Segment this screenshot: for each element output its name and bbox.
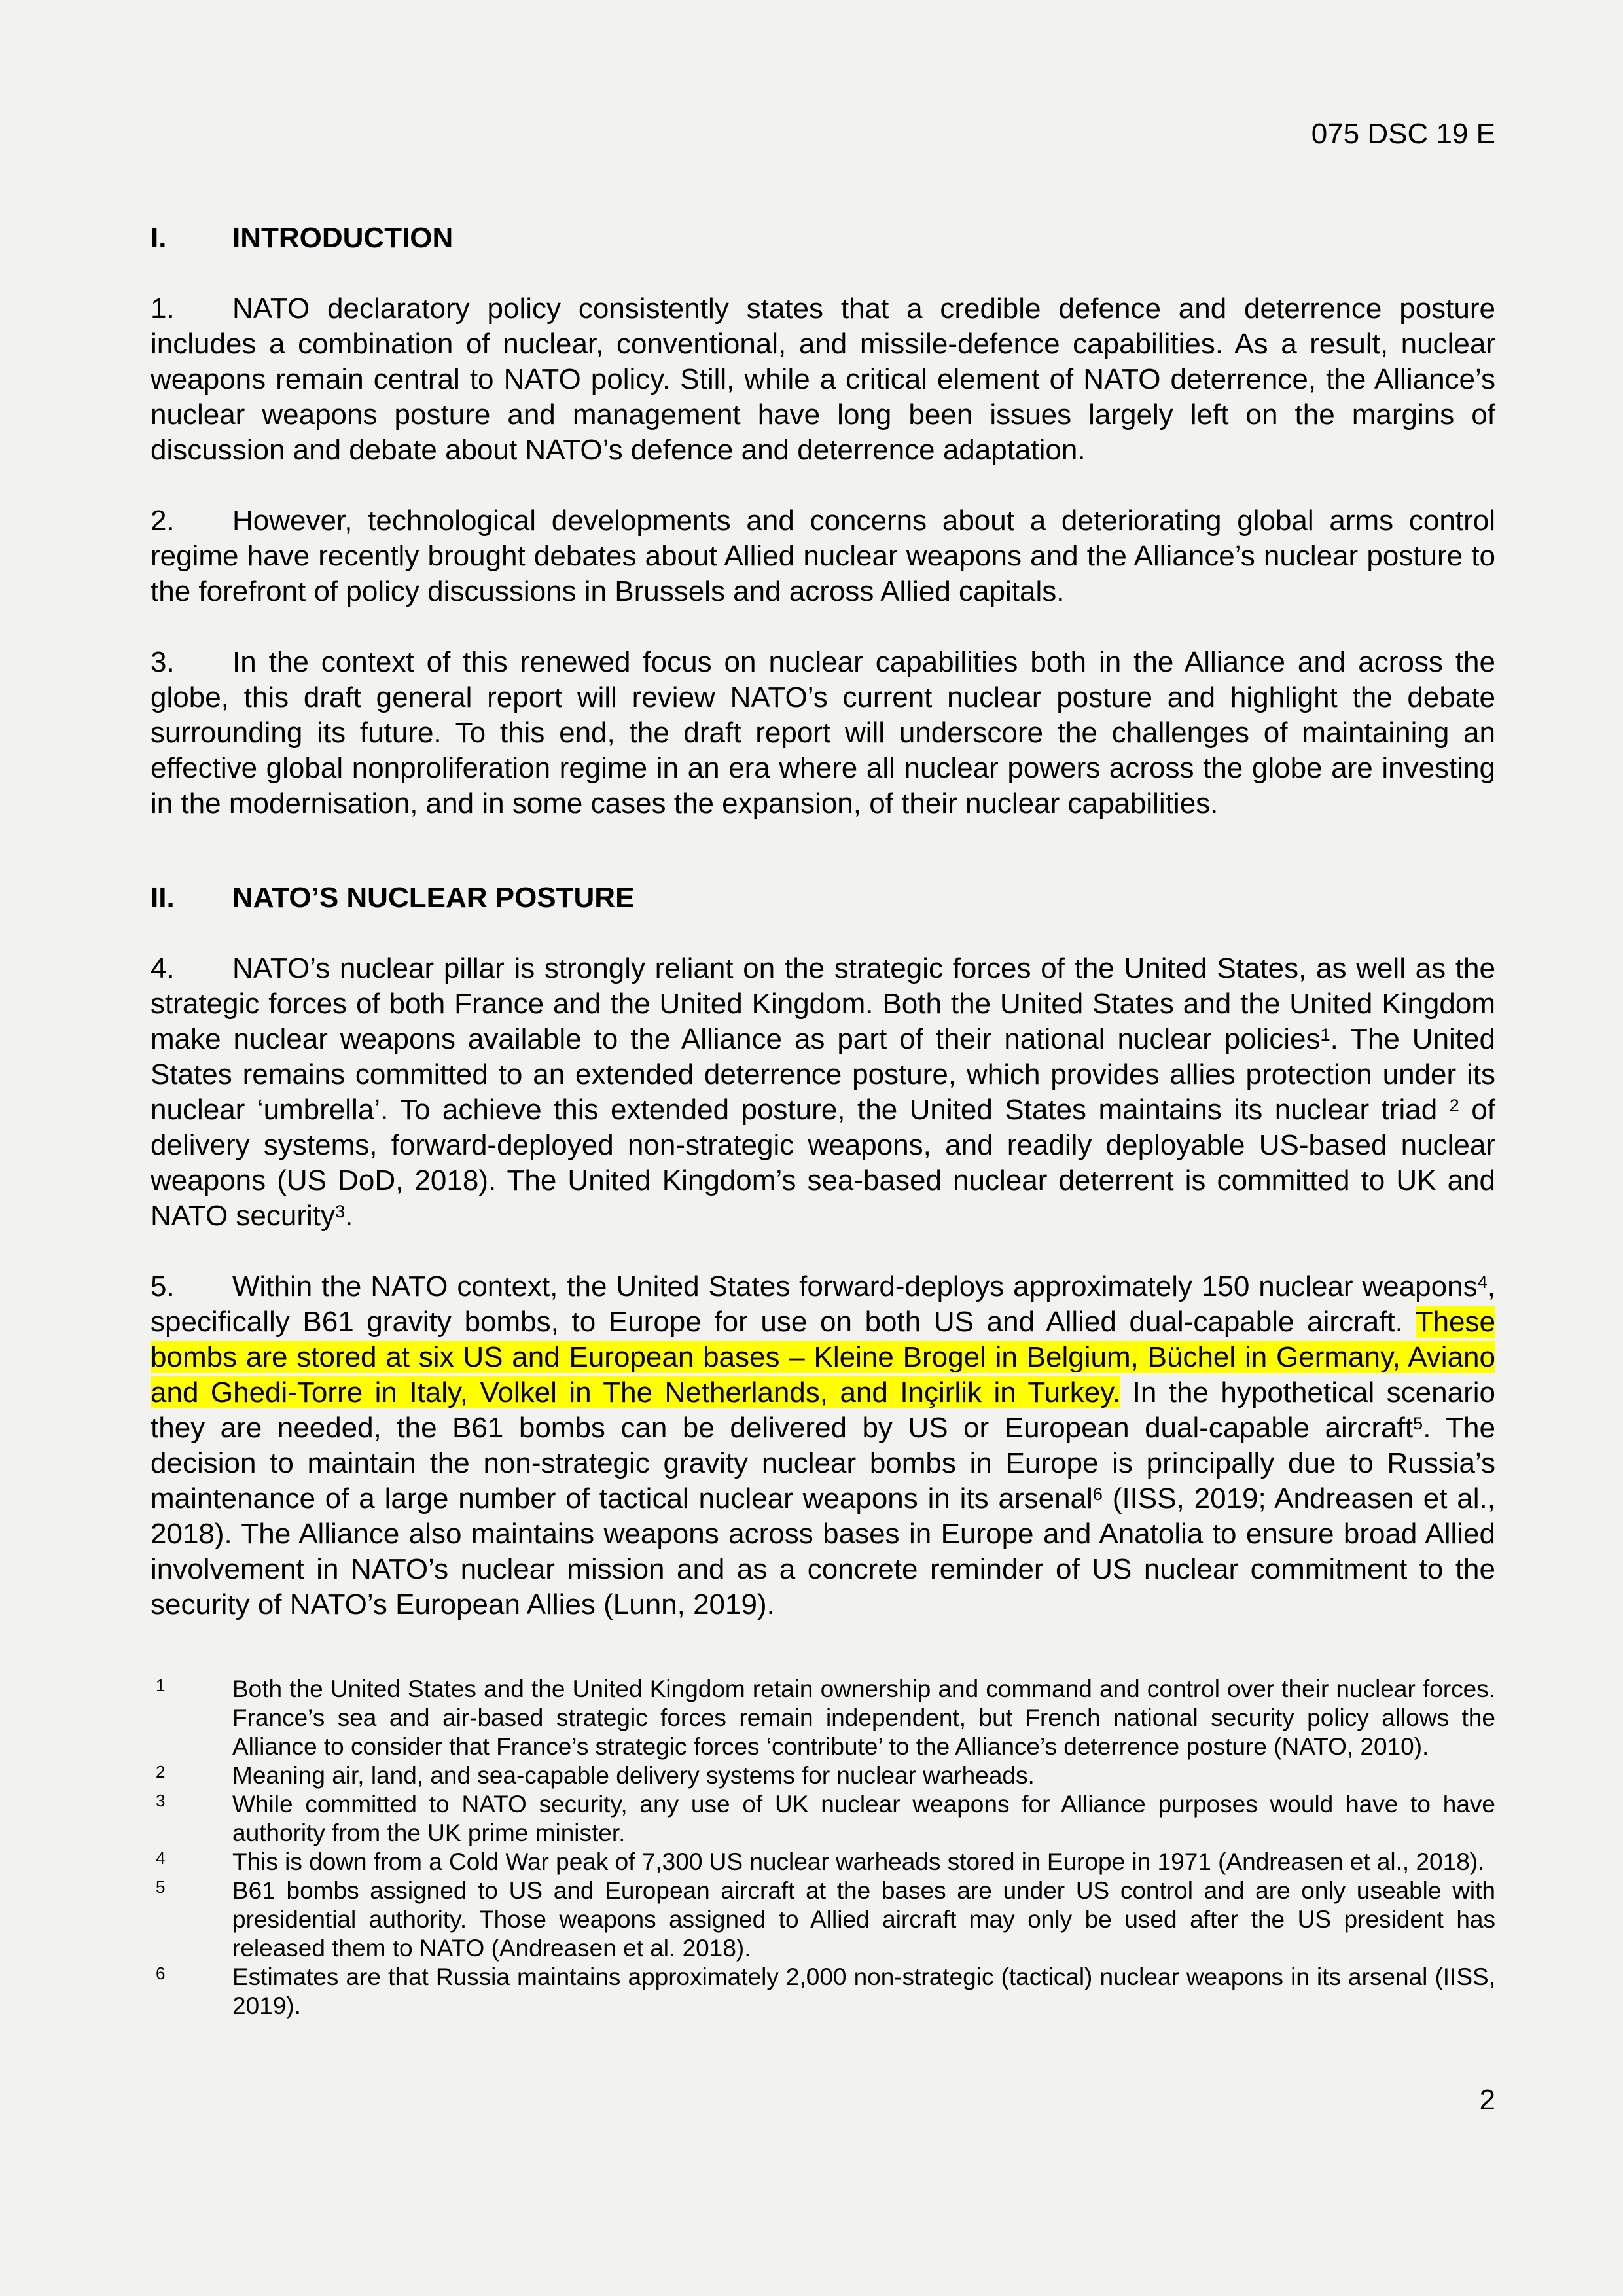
footnote-number: 4 [156, 1848, 166, 1868]
footnote-ref-5: 5 [1413, 1412, 1423, 1433]
footnote-4 [151, 1848, 1495, 1876]
footnote-ref-2: 2 [1449, 1094, 1459, 1115]
footnote-ref-1: 1 [1320, 1024, 1330, 1045]
footnote-text: Both the United States and the United Kingdom retain ownership and command and control over their nuclear forces. France’s sea and air-based strategic forces remain independent, but French national security policy allows the Alliance to consider that France’s strategic forces ‘contribute’ to the Alliance’s deterrence posture (NATO, 2010). [232, 1676, 1495, 1760]
paragraph-text: However, technological developments and concerns about a deteriorating global arms control regime have recently brought debates about Allied nuclear weapons and the Alliance’s nuclear posture to the forefront of policy discussions in Brussels and across Allied capitals. [151, 505, 1495, 607]
paragraph-1 [151, 291, 1495, 468]
footnote-3 [151, 1790, 1495, 1848]
page-number: 2 [1479, 2084, 1495, 2116]
footnote-number: 3 [156, 1791, 166, 1810]
footnote-ref-6: 6 [1092, 1483, 1103, 1504]
footnote-text: Meaning air, land, and sea-capable delivery systems for nuclear warheads. [232, 1762, 1035, 1789]
paragraph-number: 2. [151, 505, 175, 537]
paragraph-number: 3. [151, 646, 175, 678]
document-reference: 075 DSC 19 E [1311, 118, 1495, 150]
paragraph-4 [151, 951, 1495, 1234]
section-heading-introduction [151, 221, 1495, 256]
paragraph-text: NATO’s nuclear pillar is strongly reliant on the strategic forces of the United States, as well as the strategic forces of both France and the United Kingdom. Both the United States and the United Kingdom make nuclear weapons available to the Alliance as part of their national nuclear policies [151, 952, 1495, 1055]
paragraph-text: of delivery systems, forward-deployed non-strategic weapons, and readily deployable US-based nuclear weapons (US DoD, 2018). The United Kingdom’s sea-based nuclear deterrent is committed to UK and NATO security [151, 1094, 1496, 1232]
section-heading-nato-nuclear-posture [151, 880, 1495, 916]
paragraph-text: . [345, 1200, 353, 1232]
footnote-6 [151, 1963, 1495, 2020]
highlighted-text: These bombs are stored at six US and European bases – Kleine Brogel in Belgium, Büchel in Germany, Aviano and Ghedi-Torre in Italy, Volkel in The Netherlands, and Inçirlik in Turkey. [151, 1306, 1495, 1408]
paragraph-text: , specifically B61 gravity bombs, to Europe for use on both US and Allied dual-capable aircraft. [151, 1270, 1495, 1338]
section-title: NATO’S NUCLEAR POSTURE [232, 882, 635, 914]
paragraph-text: In the hypothetical scenario they are needed, the B61 bombs can be delivered by US or European dual-capable aircraft [151, 1376, 1495, 1444]
footnote-number: 6 [156, 1964, 166, 1983]
paragraph-text: In the context of this renewed focus on nuclear capabilities both in the Alliance and across the globe, this draft general report will review NATO’s current nuclear posture and highlight the debate surrounding its future. To this end, the draft report will underscore the challenges of maintaining an effective global nonproliferation regime in an era where all nuclear powers across the globe are investing in the modernisation, and in some cases the expansion, of their nuclear capabilities. [151, 646, 1495, 819]
footnote-number: 5 [156, 1877, 166, 1897]
footnote-text: Estimates are that Russia maintains approximately 2,000 non-strategic (tactical) nuclear weapons in its arsenal (IISS, 2019). [232, 1964, 1495, 2019]
paragraph-3 [151, 645, 1495, 821]
footnote-2 [151, 1761, 1495, 1790]
paragraph-text: (IISS, 2019; Andreasen et al., 2018). The Alliance also maintains weapons across bases in Europe and Anatolia to ensure broad Allied involvement in NATO’s nuclear mission and as a concrete reminder of US nuclear commitment to the security of NATO’s European Allies (Lunn, 2019). [151, 1482, 1495, 1621]
footnote-text: B61 bombs assigned to US and European aircraft at the bases are under US control and are only useable with presidential authority. Those weapons assigned to Allied aircraft may only be used after the US president has released them to NATO (Andreasen et al. 2018). [232, 1877, 1495, 1962]
paragraph-2 [151, 503, 1495, 609]
footnote-ref-4: 4 [1477, 1271, 1488, 1292]
footnote-text: While committed to NATO security, any use of UK nuclear weapons for Alliance purposes would have to have authority from the UK prime minister. [232, 1791, 1495, 1846]
paragraph-text: . The decision to maintain the non-strategic gravity nuclear bombs in Europe is principally due to Russia’s maintenance of a large number of tactical nuclear weapons in its arsenal [151, 1412, 1495, 1515]
footnote-ref-3: 3 [334, 1200, 346, 1221]
paragraph-number: 4. [151, 952, 175, 984]
paragraph-text: Within the NATO context, the United States forward-deploys approximately 150 nuclear weapons [232, 1270, 1478, 1302]
footnote-1 [151, 1675, 1495, 1761]
footnotes-section [151, 1675, 1495, 2020]
footnote-5 [151, 1876, 1495, 1963]
paragraph-text: . The United States remains committed to an extended deterrence posture, which provides allies protection under its nuclear ‘umbrella’. To achieve this extended posture, the United States maintains its nuclear triad [151, 1023, 1495, 1126]
section-numeral: I. [151, 222, 167, 254]
footnote-number: 1 [156, 1676, 166, 1695]
paragraph-number: 5. [151, 1270, 175, 1302]
footnote-number: 2 [156, 1762, 166, 1782]
footnote-text: This is down from a Cold War peak of 7,300 US nuclear warheads stored in Europe in 1971 (Andreasen et al., 2018). [232, 1848, 1485, 1875]
paragraph-number: 1. [151, 293, 175, 325]
paragraph-text: NATO declaratory policy consistently states that a credible defence and deterrence posture includes a combination of nuclear, conventional, and missile-defence capabilities. As a result, nuclear weapons remain central to NATO policy. Still, while a critical element of NATO deterrence, the Alliance’s nuclear weapons posture and management have long been issues largely left on the margins of discussion and debate about NATO’s defence and deterrence adaptation. [151, 293, 1495, 466]
section-title: INTRODUCTION [232, 222, 454, 254]
paragraph-5 [151, 1269, 1495, 1623]
section-numeral: II. [151, 882, 175, 914]
